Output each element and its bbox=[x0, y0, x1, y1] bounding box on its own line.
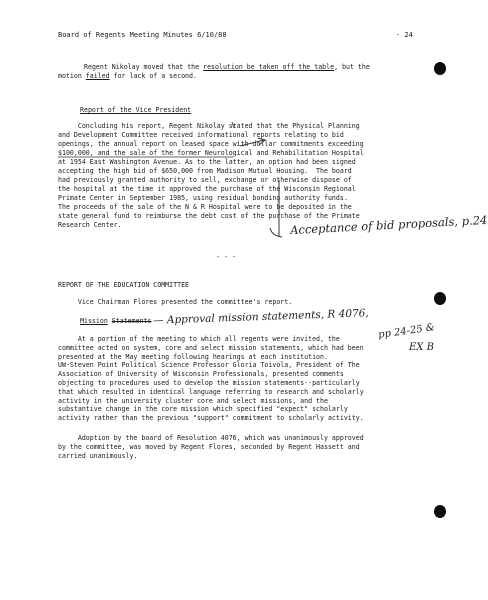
tick-mark bbox=[232, 122, 234, 128]
arrow-stroke bbox=[240, 140, 264, 146]
bracket-hook bbox=[270, 228, 282, 237]
para2-line: Adoption by the board of Resolution 4076, which was unanimously approved bbox=[58, 434, 364, 442]
handwritten-pages-note: pp 24-25 & bbox=[377, 322, 436, 341]
handwritten-mission-note: — Approval mission statements, R 4076, bbox=[152, 307, 369, 327]
vp-lines-line: had previously granted authority to sell, exchange or otherwise dispose of bbox=[58, 176, 352, 184]
binder-hole-middle bbox=[434, 292, 446, 305]
vp-lines-line: Research Center. bbox=[58, 221, 122, 229]
vp-lines-line: at 1954 East Washington Avenue. As to the latter, an option had been signed bbox=[58, 158, 356, 166]
para1-line: Association of University of Wisconsin Professionals, presented comments bbox=[58, 370, 344, 379]
vp-lines-line: openings, the annual report on leased space with dollar commitments exceeding bbox=[58, 140, 364, 148]
vp-lines-line: and Development Committee received informational reports relating to bid bbox=[58, 131, 344, 139]
vp-lines-line: accepting the high bid of $650,000 from Madison Mutual Housing. The board bbox=[58, 167, 352, 175]
motion-text-end: , but the bbox=[334, 63, 370, 71]
para1-line: presented at the May meeting following hearings at each institution. bbox=[58, 352, 328, 361]
page-number: - 24 bbox=[396, 31, 413, 39]
para1-line: substantive change in the core mission which specified "expect" scholarly bbox=[58, 405, 348, 414]
para1-line: objecting to procedures used to develop the mission statements--particularly bbox=[58, 379, 360, 387]
vp-lines-line: Primate Center in September 1985, using residual bonding authority funds. bbox=[58, 194, 348, 202]
resolution-phrase: resolution be taken off the table bbox=[203, 63, 335, 71]
para2-line: carried unanimously. bbox=[58, 452, 138, 460]
binder-hole-bottom bbox=[434, 505, 446, 518]
vp-lines-line: the hospital at the time it approved the purchase of the Wisconsin Regional bbox=[58, 185, 356, 193]
vp-lines-line: $100,000, and the sale of the former Neurological and Rehabilitation Hospital bbox=[58, 149, 364, 157]
section-separator: - - - bbox=[216, 253, 236, 261]
page-header-title: Board of Regents Meeting Minutes 6/10/88 bbox=[58, 31, 227, 39]
para1-line: activity rather than the previous "support" commitment to scholarly activity. bbox=[58, 414, 364, 423]
vp-lines-line: The proceeds of the sale of the N & R Hospital were to be deposited in the bbox=[58, 203, 352, 211]
para1-line: At a portion of the meeting to which all regents were invited, the bbox=[58, 335, 340, 343]
education-intro: Vice Chairman Flores presented the committee's report. bbox=[58, 298, 293, 306]
binder-hole-top bbox=[434, 62, 446, 75]
education-heading: REPORT OF THE EDUCATION COMMITTEE bbox=[58, 281, 190, 289]
motion-text-2-end: for lack of a second. bbox=[109, 72, 197, 80]
para1-line: committee acted on system, core and select mission statements, which had been bbox=[58, 343, 364, 352]
para2-line: by the committee, was moved by Regent Flores, seconded by Regent Hassett and bbox=[58, 443, 360, 451]
vp-lines-line: Concluding his report, Regent Nikolay stated that the Physical Planning bbox=[58, 122, 360, 130]
handwritten-exhibit-note: EX B bbox=[409, 342, 434, 353]
motion-text-2: motion bbox=[58, 72, 86, 80]
para1-line: that which resulted in identical language referring to research and scholarly bbox=[58, 387, 364, 396]
vp-report-heading: Report of the Vice President bbox=[80, 106, 192, 114]
vp-lines-line: state general fund to reimburse the debt cost of the purchase of the Primate bbox=[58, 212, 360, 220]
handwritten-vp-note: Acceptance of bid proposals, p.24 bbox=[289, 212, 488, 238]
failed-word: failed bbox=[85, 72, 110, 80]
mission-struck-word: Statements bbox=[111, 317, 152, 325]
para1-line: activity in the university cluster core and select missions, and the bbox=[58, 396, 328, 405]
para1-line: UW-Steven Point Political Science Professor Gloria Toivola, President of The bbox=[58, 361, 360, 370]
mission-label: Mission bbox=[80, 317, 108, 325]
motion-text: Regent Nikolay moved that the bbox=[84, 63, 204, 71]
